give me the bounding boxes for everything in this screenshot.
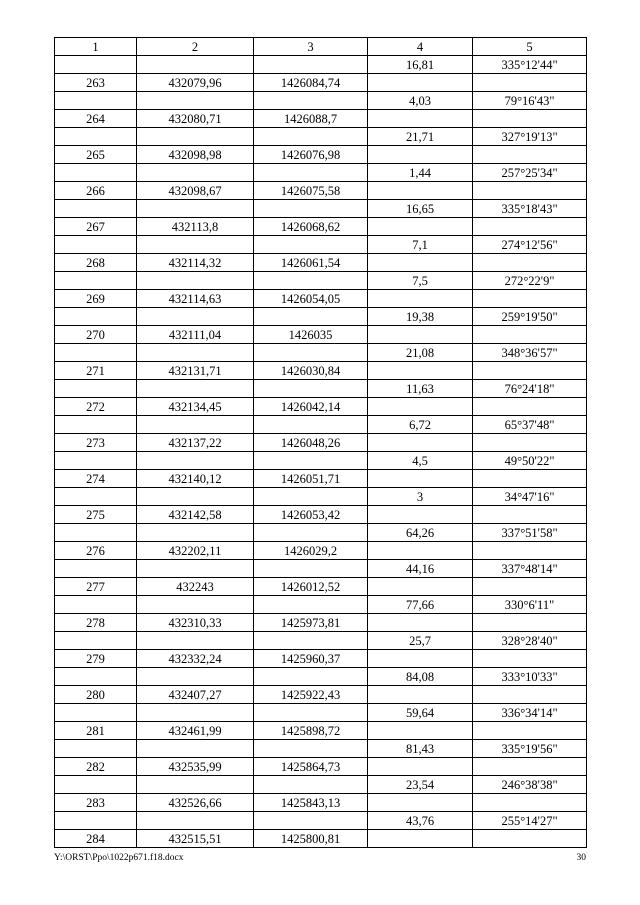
table-cell-point-number: 281 — [55, 722, 137, 740]
table-cell-distance — [368, 578, 473, 596]
table-cell-point-number: 271 — [55, 362, 137, 380]
table-cell-x-coordinate — [137, 812, 254, 830]
table-row — [55, 164, 587, 182]
table-cell-x-coordinate: 432243 — [137, 578, 254, 596]
table-cell-bearing — [473, 74, 587, 92]
table-row — [55, 686, 587, 704]
table-cell-y-coordinate: 1426035 — [254, 326, 368, 344]
table-cell-distance: 23,54 — [368, 776, 473, 794]
table-cell-y-coordinate — [254, 452, 368, 470]
table-cell-distance: 77,66 — [368, 596, 473, 614]
table-cell-y-coordinate — [254, 92, 368, 110]
table-cell-y-coordinate — [254, 380, 368, 398]
table-cell-distance: 1,44 — [368, 164, 473, 182]
table-cell-point-number: 274 — [55, 470, 137, 488]
table-cell-distance: 4,5 — [368, 452, 473, 470]
table-row — [55, 704, 587, 722]
table-cell-y-coordinate — [254, 812, 368, 830]
table-cell-distance: 21,71 — [368, 128, 473, 146]
table-cell-y-coordinate — [254, 236, 368, 254]
table-cell-distance: 21,08 — [368, 344, 473, 362]
table-cell-distance: 16,65 — [368, 200, 473, 218]
table-cell-distance — [368, 542, 473, 560]
table-cell-bearing — [473, 254, 587, 272]
table-cell-x-coordinate: 432461,99 — [137, 722, 254, 740]
table-row — [55, 434, 587, 452]
table-cell-point-number — [55, 632, 137, 650]
table-cell-y-coordinate — [254, 272, 368, 290]
table-cell-x-coordinate: 432111,04 — [137, 326, 254, 344]
table-cell-point-number: 269 — [55, 290, 137, 308]
table-cell-bearing — [473, 614, 587, 632]
header-cell-col-2: 2 — [137, 38, 254, 56]
table-cell-bearing — [473, 182, 587, 200]
page-footer — [54, 853, 586, 863]
table-row — [55, 830, 587, 848]
table-cell-x-coordinate — [137, 308, 254, 326]
table-cell-y-coordinate: 1426030,84 — [254, 362, 368, 380]
table-cell-x-coordinate — [137, 92, 254, 110]
table-cell-bearing — [473, 830, 587, 848]
table-row — [55, 542, 587, 560]
table-cell-x-coordinate: 432332,24 — [137, 650, 254, 668]
table-cell-distance: 64,26 — [368, 524, 473, 542]
table-cell-y-coordinate: 1426075,58 — [254, 182, 368, 200]
table-cell-x-coordinate: 432407,27 — [137, 686, 254, 704]
table-cell-bearing: 76°24'18" — [473, 380, 587, 398]
table-row — [55, 254, 587, 272]
table-cell-point-number: 267 — [55, 218, 137, 236]
table-row — [55, 398, 587, 416]
table-cell-y-coordinate — [254, 56, 368, 74]
table-cell-x-coordinate: 432526,66 — [137, 794, 254, 812]
table-cell-point-number: 264 — [55, 110, 137, 128]
table-cell-x-coordinate: 432535,99 — [137, 758, 254, 776]
table-cell-bearing: 335°18'43" — [473, 200, 587, 218]
table-row — [55, 416, 587, 434]
table-cell-bearing — [473, 578, 587, 596]
table-cell-y-coordinate: 1426048,26 — [254, 434, 368, 452]
table-row — [55, 128, 587, 146]
table-cell-distance — [368, 614, 473, 632]
table-cell-y-coordinate: 1425960,37 — [254, 650, 368, 668]
table-cell-point-number — [55, 668, 137, 686]
table-cell-y-coordinate: 1425922,43 — [254, 686, 368, 704]
table-cell-point-number: 268 — [55, 254, 137, 272]
table-cell-y-coordinate: 1426054,05 — [254, 290, 368, 308]
table-row — [55, 200, 587, 218]
table-cell-y-coordinate: 1426012,52 — [254, 578, 368, 596]
table-cell-bearing — [473, 542, 587, 560]
table-cell-bearing: 255°14'27" — [473, 812, 587, 830]
table-row — [55, 740, 587, 758]
table-cell-x-coordinate: 432310,33 — [137, 614, 254, 632]
table-row — [55, 56, 587, 74]
table-cell-x-coordinate: 432137,22 — [137, 434, 254, 452]
table-cell-y-coordinate: 1426068,62 — [254, 218, 368, 236]
table-cell-point-number — [55, 164, 137, 182]
table-cell-bearing: 49°50'22" — [473, 452, 587, 470]
table-cell-distance: 44,16 — [368, 560, 473, 578]
table-cell-bearing: 65°37'48" — [473, 416, 587, 434]
table-cell-bearing — [473, 326, 587, 344]
table-row — [55, 794, 587, 812]
table-row — [55, 74, 587, 92]
table-cell-bearing — [473, 434, 587, 452]
table-cell-point-number — [55, 704, 137, 722]
table-cell-point-number: 265 — [55, 146, 137, 164]
table-cell-point-number — [55, 272, 137, 290]
table-cell-y-coordinate: 1425800,81 — [254, 830, 368, 848]
table-cell-y-coordinate: 1426088,7 — [254, 110, 368, 128]
table-cell-point-number: 266 — [55, 182, 137, 200]
table-cell-bearing: 337°51'58" — [473, 524, 587, 542]
table-cell-bearing: 257°25'34" — [473, 164, 587, 182]
table-row — [55, 776, 587, 794]
table-row — [55, 722, 587, 740]
table-cell-y-coordinate: 1426084,74 — [254, 74, 368, 92]
table-cell-y-coordinate: 1426042,14 — [254, 398, 368, 416]
table-cell-point-number — [55, 308, 137, 326]
table-cell-distance: 81,43 — [368, 740, 473, 758]
table-cell-distance — [368, 146, 473, 164]
table-cell-distance — [368, 686, 473, 704]
table-cell-y-coordinate — [254, 344, 368, 362]
table-cell-x-coordinate — [137, 56, 254, 74]
table-row — [55, 362, 587, 380]
table-cell-x-coordinate: 432202,11 — [137, 542, 254, 560]
table-cell-point-number — [55, 740, 137, 758]
table-cell-x-coordinate: 432114,32 — [137, 254, 254, 272]
table-cell-x-coordinate: 432134,45 — [137, 398, 254, 416]
table-row — [55, 326, 587, 344]
table-cell-point-number: 279 — [55, 650, 137, 668]
table-cell-y-coordinate — [254, 128, 368, 146]
table-cell-bearing — [473, 470, 587, 488]
table-cell-point-number — [55, 812, 137, 830]
table-row — [55, 218, 587, 236]
table-cell-bearing: 328°28'40" — [473, 632, 587, 650]
table-cell-y-coordinate — [254, 704, 368, 722]
table-row — [55, 308, 587, 326]
table-cell-distance: 19,38 — [368, 308, 473, 326]
table-cell-y-coordinate — [254, 164, 368, 182]
table-row — [55, 506, 587, 524]
table-cell-x-coordinate: 432113,8 — [137, 218, 254, 236]
table-cell-point-number: 278 — [55, 614, 137, 632]
table-cell-point-number — [55, 560, 137, 578]
table-cell-bearing — [473, 290, 587, 308]
table-cell-x-coordinate — [137, 128, 254, 146]
table-cell-x-coordinate: 432080,71 — [137, 110, 254, 128]
table-cell-distance — [368, 326, 473, 344]
table-cell-y-coordinate — [254, 668, 368, 686]
table-row — [55, 344, 587, 362]
table-row — [55, 614, 587, 632]
table-cell-distance — [368, 830, 473, 848]
table-row — [55, 560, 587, 578]
table-row — [55, 146, 587, 164]
table-cell-y-coordinate: 1425973,81 — [254, 614, 368, 632]
table-cell-distance — [368, 110, 473, 128]
table-row — [55, 380, 587, 398]
table-cell-point-number: 273 — [55, 434, 137, 452]
table-cell-point-number: 280 — [55, 686, 137, 704]
table-cell-bearing: 259°19'50" — [473, 308, 587, 326]
table-row — [55, 236, 587, 254]
table-cell-distance — [368, 722, 473, 740]
table-row — [55, 668, 587, 686]
table-cell-bearing — [473, 398, 587, 416]
table-cell-point-number — [55, 56, 137, 74]
table-cell-bearing — [473, 650, 587, 668]
table-cell-bearing — [473, 686, 587, 704]
table-cell-bearing: 348°36'57" — [473, 344, 587, 362]
table-cell-y-coordinate: 1426061,54 — [254, 254, 368, 272]
table-cell-x-coordinate — [137, 272, 254, 290]
table-cell-y-coordinate — [254, 632, 368, 650]
table-cell-x-coordinate — [137, 200, 254, 218]
table-cell-bearing: 336°34'14" — [473, 704, 587, 722]
table-cell-x-coordinate: 432114,63 — [137, 290, 254, 308]
table-cell-bearing: 79°16'43" — [473, 92, 587, 110]
table-cell-distance: 11,63 — [368, 380, 473, 398]
table-cell-x-coordinate — [137, 380, 254, 398]
table-cell-distance: 6,72 — [368, 416, 473, 434]
table-cell-distance: 7,5 — [368, 272, 473, 290]
table-cell-x-coordinate — [137, 164, 254, 182]
table-cell-point-number — [55, 488, 137, 506]
table-cell-bearing: 333°10'33" — [473, 668, 587, 686]
table-cell-point-number: 272 — [55, 398, 137, 416]
table-row — [55, 272, 587, 290]
footer-page-number: 30 — [576, 853, 586, 863]
table-row — [55, 650, 587, 668]
table-cell-distance — [368, 758, 473, 776]
table-cell-point-number — [55, 524, 137, 542]
table-cell-bearing: 327°19'13" — [473, 128, 587, 146]
table-cell-point-number: 283 — [55, 794, 137, 812]
table-cell-point-number: 277 — [55, 578, 137, 596]
coordinates-table-body — [55, 38, 587, 848]
table-row — [55, 596, 587, 614]
table-cell-bearing: 330°6'11" — [473, 596, 587, 614]
table-row — [55, 524, 587, 542]
table-cell-y-coordinate: 1426053,42 — [254, 506, 368, 524]
footer-file-path: Y:\ORST\Ppo\1022p671.f18.docx — [54, 853, 184, 863]
table-cell-distance: 25,7 — [368, 632, 473, 650]
table-cell-distance — [368, 506, 473, 524]
table-cell-distance — [368, 218, 473, 236]
table-cell-distance — [368, 794, 473, 812]
table-cell-y-coordinate — [254, 488, 368, 506]
table-cell-x-coordinate — [137, 704, 254, 722]
table-cell-point-number: 263 — [55, 74, 137, 92]
table-header-row — [55, 38, 587, 56]
table-cell-x-coordinate — [137, 344, 254, 362]
table-cell-point-number — [55, 380, 137, 398]
table-row — [55, 578, 587, 596]
table-cell-x-coordinate — [137, 524, 254, 542]
header-cell-col-5: 5 — [473, 38, 587, 56]
table-cell-bearing: 272°22'9" — [473, 272, 587, 290]
table-cell-point-number — [55, 776, 137, 794]
table-row — [55, 290, 587, 308]
table-cell-point-number — [55, 596, 137, 614]
table-cell-y-coordinate — [254, 776, 368, 794]
table-cell-y-coordinate: 1425898,72 — [254, 722, 368, 740]
table-cell-bearing — [473, 794, 587, 812]
table-cell-point-number: 270 — [55, 326, 137, 344]
table-cell-bearing: 337°48'14" — [473, 560, 587, 578]
table-cell-distance: 16,81 — [368, 56, 473, 74]
table-cell-point-number — [55, 344, 137, 362]
table-cell-x-coordinate: 432140,12 — [137, 470, 254, 488]
table-cell-distance: 4,03 — [368, 92, 473, 110]
table-cell-x-coordinate — [137, 416, 254, 434]
table-cell-distance — [368, 74, 473, 92]
table-cell-bearing — [473, 758, 587, 776]
table-cell-point-number — [55, 128, 137, 146]
table-cell-bearing — [473, 110, 587, 128]
table-cell-point-number: 275 — [55, 506, 137, 524]
table-cell-x-coordinate — [137, 560, 254, 578]
table-cell-x-coordinate: 432131,71 — [137, 362, 254, 380]
table-cell-bearing: 274°12'56" — [473, 236, 587, 254]
table-cell-y-coordinate — [254, 416, 368, 434]
table-row — [55, 470, 587, 488]
table-cell-distance — [368, 182, 473, 200]
table-cell-bearing — [473, 362, 587, 380]
table-cell-x-coordinate: 432142,58 — [137, 506, 254, 524]
table-cell-y-coordinate — [254, 524, 368, 542]
table-cell-x-coordinate: 432098,98 — [137, 146, 254, 164]
table-cell-point-number — [55, 236, 137, 254]
table-cell-bearing: 335°19'56" — [473, 740, 587, 758]
table-cell-bearing: 335°12'44" — [473, 56, 587, 74]
table-cell-y-coordinate: 1426051,71 — [254, 470, 368, 488]
table-cell-x-coordinate: 432098,67 — [137, 182, 254, 200]
table-cell-x-coordinate — [137, 632, 254, 650]
table-cell-distance — [368, 398, 473, 416]
table-cell-point-number — [55, 92, 137, 110]
table-cell-x-coordinate — [137, 596, 254, 614]
table-cell-x-coordinate — [137, 740, 254, 758]
table-cell-bearing — [473, 506, 587, 524]
table-cell-y-coordinate: 1425864,73 — [254, 758, 368, 776]
table-cell-y-coordinate: 1426029,2 — [254, 542, 368, 560]
table-row — [55, 488, 587, 506]
table-cell-point-number — [55, 200, 137, 218]
table-row — [55, 110, 587, 128]
table-cell-distance — [368, 434, 473, 452]
table-cell-x-coordinate — [137, 668, 254, 686]
table-cell-x-coordinate: 432079,96 — [137, 74, 254, 92]
table-cell-x-coordinate — [137, 776, 254, 794]
table-row — [55, 452, 587, 470]
table-cell-distance — [368, 254, 473, 272]
table-cell-x-coordinate — [137, 452, 254, 470]
table-row — [55, 812, 587, 830]
table-cell-distance: 3 — [368, 488, 473, 506]
table-row — [55, 182, 587, 200]
table-cell-bearing: 246°38'38" — [473, 776, 587, 794]
table-cell-point-number — [55, 416, 137, 434]
table-cell-distance: 59,64 — [368, 704, 473, 722]
table-cell-y-coordinate — [254, 560, 368, 578]
table-cell-distance — [368, 290, 473, 308]
table-cell-point-number — [55, 452, 137, 470]
table-cell-y-coordinate: 1425843,13 — [254, 794, 368, 812]
table-cell-bearing — [473, 218, 587, 236]
header-cell-col-3: 3 — [254, 38, 368, 56]
table-cell-x-coordinate — [137, 236, 254, 254]
table-cell-distance: 43,76 — [368, 812, 473, 830]
header-cell-col-4: 4 — [368, 38, 473, 56]
table-cell-y-coordinate — [254, 740, 368, 758]
table-cell-y-coordinate: 1426076,98 — [254, 146, 368, 164]
table-cell-distance: 7,1 — [368, 236, 473, 254]
table-row — [55, 758, 587, 776]
table-cell-point-number: 284 — [55, 830, 137, 848]
table-cell-point-number: 282 — [55, 758, 137, 776]
table-cell-y-coordinate — [254, 200, 368, 218]
table-cell-distance — [368, 650, 473, 668]
table-cell-bearing — [473, 146, 587, 164]
table-cell-distance — [368, 362, 473, 380]
table-cell-y-coordinate — [254, 308, 368, 326]
table-cell-distance: 84,08 — [368, 668, 473, 686]
table-cell-bearing: 34°47'16" — [473, 488, 587, 506]
table-cell-x-coordinate: 432515,51 — [137, 830, 254, 848]
table-cell-bearing — [473, 722, 587, 740]
table-cell-x-coordinate — [137, 488, 254, 506]
header-cell-col-1: 1 — [55, 38, 137, 56]
table-row — [55, 92, 587, 110]
table-row — [55, 632, 587, 650]
table-cell-distance — [368, 470, 473, 488]
table-cell-y-coordinate — [254, 596, 368, 614]
table-cell-point-number: 276 — [55, 542, 137, 560]
coordinates-table — [54, 37, 587, 848]
